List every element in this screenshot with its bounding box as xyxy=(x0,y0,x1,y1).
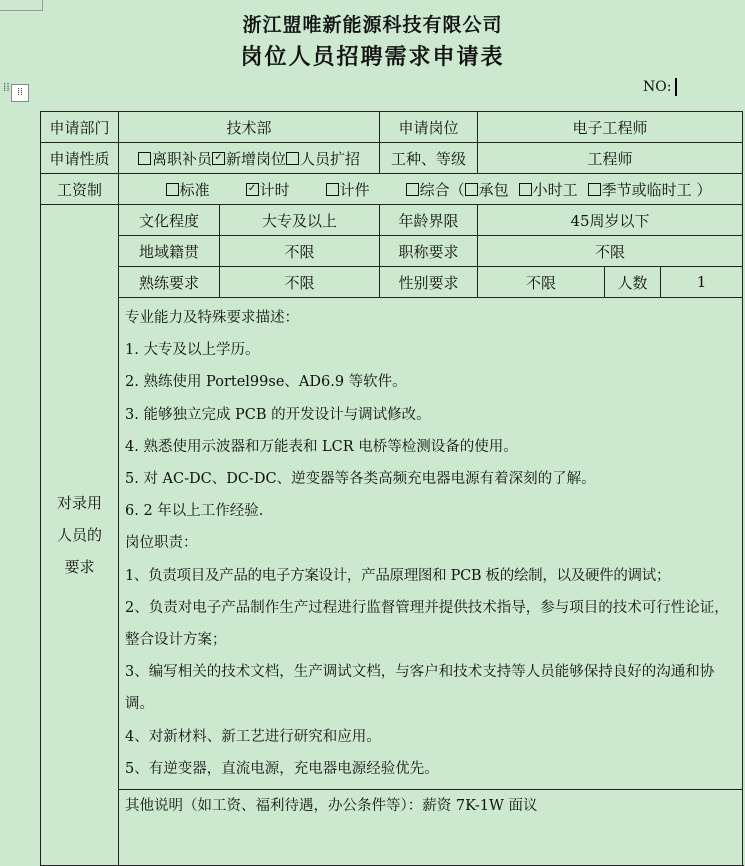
list-item: 5. 对 AC-DC、DC-DC、逆变器等各类高频充电器电源有着深刻的了解。 xyxy=(125,471,596,488)
region-label: 地域籍贯 xyxy=(119,236,220,267)
form-number-label: NO: xyxy=(643,79,672,95)
duty-heading: 岗位职责： xyxy=(125,535,198,552)
pay-options xyxy=(119,174,743,205)
text-cursor xyxy=(675,78,677,96)
gender-value[interactable]: 不限 xyxy=(478,267,605,298)
form-title: 岗位人员招聘需求申请表 xyxy=(240,44,505,70)
table-row xyxy=(41,790,743,866)
form-number[interactable] xyxy=(643,78,677,96)
list-item: 1、负责项目及产品的电子方案设计，产品原理图和 PCB 板的绘制，以及硬件的调试； xyxy=(125,567,671,584)
nature-option-new[interactable]: ✓ 新增岗位 xyxy=(212,150,286,168)
list-item: 3、编写相关的技术文档，生产调试文档，与客户和技术支持等人员能够保持良好的沟通和协调。 xyxy=(125,664,715,713)
pay-option-comprehensive[interactable]: 综合（ xyxy=(406,181,465,199)
checkbox-unchecked-icon[interactable] xyxy=(166,183,179,196)
pay-option-standard[interactable]: 标准 xyxy=(166,181,210,199)
list-item: 4. 熟悉使用示波器和万能表和 LCR 电桥等检测设备的使用。 xyxy=(125,438,518,455)
table-row xyxy=(41,112,743,143)
list-item: 2. 熟练使用 Portel99se、AD6.9 等软件。 xyxy=(125,374,407,391)
age-label: 年龄界限 xyxy=(380,205,478,236)
pay-option-hourly[interactable]: ✓ 计时 xyxy=(246,181,290,199)
table-move-handle[interactable] xyxy=(3,80,29,102)
nature-label: 申请性质 xyxy=(41,143,119,174)
drag-dots-icon: ⁞⁞ xyxy=(3,80,10,94)
dept-label: 申请部门 xyxy=(41,112,119,143)
checkbox-unchecked-icon[interactable] xyxy=(588,183,601,196)
pay-option-piece[interactable]: 计件 xyxy=(326,181,370,199)
other-notes[interactable]: 其他说明（如工资、福利待遇，办公条件等）：薪资 7K-1W 面议 xyxy=(119,790,743,866)
checkbox-unchecked-icon[interactable] xyxy=(286,152,299,165)
age-value[interactable]: 45周岁以下 xyxy=(478,205,743,236)
company-name: 浙江盟唯新能源科技有限公司 xyxy=(242,14,503,36)
checkbox-unchecked-icon[interactable] xyxy=(326,183,339,196)
pay-option-contract[interactable]: 承包 xyxy=(465,181,509,199)
checkbox-unchecked-icon[interactable] xyxy=(519,183,532,196)
grade-value[interactable]: 工程师 xyxy=(478,143,743,174)
table-row xyxy=(41,298,743,790)
dept-value[interactable]: 技术部 xyxy=(119,112,380,143)
table-row xyxy=(41,236,743,267)
edu-value[interactable]: 大专及以上 xyxy=(220,205,380,236)
pay-label: 工资制 xyxy=(41,174,119,205)
pay-option-seasonal[interactable]: 季节或临时工 ） xyxy=(588,181,712,199)
list-item: 1. 大专及以上学历。 xyxy=(125,342,260,359)
nature-option-expand[interactable]: 人员扩招 xyxy=(286,150,360,168)
pay-option-hourly-worker[interactable]: 小时工 xyxy=(519,181,578,199)
title-req-label: 职称要求 xyxy=(380,236,478,267)
list-item: 2、负责对电子产品制作生产过程进行监督管理并提供技术指导，参与项目的技术可行性论证，整合设计方案； xyxy=(125,599,729,649)
gender-label: 性别要求 xyxy=(380,267,478,298)
skill-value[interactable]: 不限 xyxy=(220,267,380,298)
checkbox-checked-icon[interactable]: ✓ xyxy=(212,152,225,165)
nature-option-resign[interactable]: 离职补员 xyxy=(138,150,212,168)
requirements-label: 对录用 人员的 要求 xyxy=(41,205,119,866)
checkbox-unchecked-icon[interactable] xyxy=(465,183,478,196)
list-item: 4、对新材料、新工艺进行研究和应用。 xyxy=(125,728,381,745)
list-item: 5、有逆变器，直流电源，充电器电源经验优先。 xyxy=(125,760,439,777)
requirements-description[interactable] xyxy=(119,298,743,790)
count-label: 人数 xyxy=(605,267,661,298)
title-req-value[interactable]: 不限 xyxy=(478,236,743,267)
table-row xyxy=(41,174,743,205)
skill-label: 熟练要求 xyxy=(119,267,220,298)
description-heading: 专业能力及特殊要求描述： xyxy=(125,310,299,326)
edu-label: 文化程度 xyxy=(119,205,220,236)
grade-label: 工种、等级 xyxy=(380,143,478,174)
application-form-table xyxy=(40,111,743,866)
checkbox-unchecked-icon[interactable] xyxy=(406,183,419,196)
count-value[interactable]: 1 xyxy=(661,267,743,298)
position-value[interactable]: 电子工程师 xyxy=(478,112,743,143)
table-row xyxy=(41,267,743,298)
list-item: 3. 能够独立完成 PCB 的开发设计与调试修改。 xyxy=(125,406,431,423)
nature-options xyxy=(119,143,380,174)
checkbox-checked-icon[interactable]: ✓ xyxy=(246,183,259,196)
table-row xyxy=(41,205,743,236)
position-label: 申请岗位 xyxy=(380,112,478,143)
checkbox-unchecked-icon[interactable] xyxy=(138,152,151,165)
list-item: 6. 2 年以上工作经验. xyxy=(125,503,264,520)
region-value[interactable]: 不限 xyxy=(220,236,380,267)
table-row xyxy=(41,143,743,174)
table-select-icon: ⁞⁞ xyxy=(11,84,29,102)
